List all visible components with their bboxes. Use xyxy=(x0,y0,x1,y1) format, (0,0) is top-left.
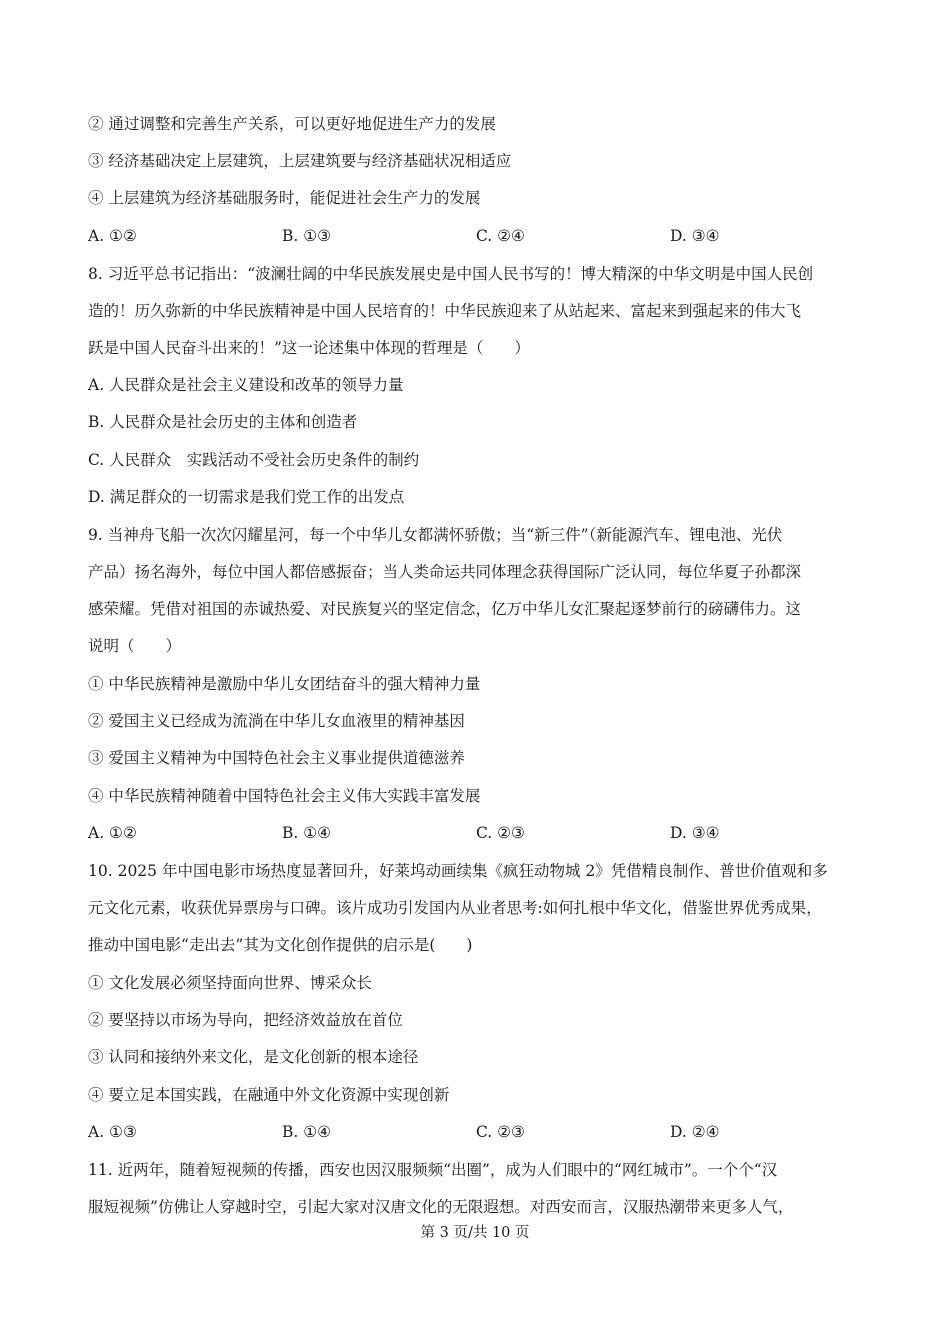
q10-statement-3: ③ 认同和接纳外来文化，是文化创新的根本途径 xyxy=(88,1048,419,1066)
q10-stem-line-1: 10. 2025 年中国电影市场热度显著回升，好莱坞动画续集《疯狂动物城 2》凭借精良制作、普世价值观和多 xyxy=(88,862,828,880)
q10-statement-4: ④ 要立足本国实践，在融通中外文化资源中实现创新 xyxy=(88,1086,450,1104)
q10-options xyxy=(88,1121,888,1143)
q7-statement-4: ④ 上层建筑为经济基础服务时，能促进社会生产力的发展 xyxy=(88,189,481,207)
q8-option-b: B. 人民群众是社会历史的主体和创造者 xyxy=(88,413,358,431)
q7-option-d: D. ③④ xyxy=(670,227,720,245)
q10-stem-line-2: 元文化元素，收获优异票房与口碑。该片成功引发国内从业者思考:如何扎根中华文化，借鉴世界优秀成果， xyxy=(88,899,822,917)
q7-option-c: C. ②④ xyxy=(476,227,525,245)
q10-option-b: B. ①④ xyxy=(282,1123,332,1141)
q9-option-d: D. ③④ xyxy=(670,824,720,842)
q8-option-d: D. 满足群众的一切需求是我们党工作的出发点 xyxy=(88,488,405,506)
page-number: 第 3 页/共 10 页 xyxy=(420,1225,530,1241)
q8-stem-line-1: 8. 习近平总书记指出：“波澜壮阔的中华民族发展史是中国人民书写的！博大精深的中华文明是中国人民创 xyxy=(88,265,814,283)
q9-statement-2: ② 爱国主义已经成为流淌在中华儿女血液里的精神基因 xyxy=(88,712,465,730)
q11-stem-line-2: 服短视频”仿佛让人穿越时空，引起大家对汉唐文化的无限遐想。对西安而言，汉服热潮带来更多人气， xyxy=(88,1198,794,1216)
q7-option-a: A. ①② xyxy=(88,227,137,245)
q10-statement-1: ① 文化发展必须坚持面向世界、博采众长 xyxy=(88,974,372,992)
q9-option-b: B. ①④ xyxy=(282,824,332,842)
q7-statement-2: ② 通过调整和完善生产关系，可以更好地促进生产力的发展 xyxy=(88,115,496,133)
q10-statement-2: ② 要坚持以市场为导向，把经济效益放在首位 xyxy=(88,1011,403,1029)
q9-statement-1: ① 中华民族精神是激励中华儿女团结奋斗的强大精神力量 xyxy=(88,675,481,693)
q9-option-c: C. ②③ xyxy=(476,824,525,842)
q11-stem-line-1: 11. 近两年，随着短视频的传播，西安也因汉服频频“出圈”，成为人们眼中的“网红城市”。一个个“汉 xyxy=(88,1161,778,1179)
q9-stem-line-1: 9. 当神舟飞船一次次闪耀星河，每一个中华儿女都满怀骄傲；当“新三件”（新能源汽车、锂电池、光伏 xyxy=(88,526,783,544)
q10-stem-line-3: 推动中国电影“走出去”其为文化创作提供的启示是( ) xyxy=(88,936,473,954)
q8-option-a: A. 人民群众是社会主义建设和改革的领导力量 xyxy=(88,376,404,394)
q7-options xyxy=(88,225,888,247)
q8-option-c: C. 人民群众 实践活动不受社会历史条件的制约 xyxy=(88,451,420,469)
q10-option-a: A. ①③ xyxy=(88,1123,137,1141)
q7-statement-3: ③ 经济基础决定上层建筑，上层建筑要与经济基础状况相适应 xyxy=(88,152,512,170)
q9-statement-4: ④ 中华民族精神随着中国特色社会主义伟大实践丰富发展 xyxy=(88,787,481,805)
q9-options xyxy=(88,822,888,844)
q7-option-b: B. ①③ xyxy=(282,227,332,245)
q9-option-a: A. ①② xyxy=(88,824,137,842)
q9-stem-line-2: 产品）扬名海外，每位中国人都倍感振奋；当人类命运共同体理念获得国际广泛认同，每位华夏子孙都深 xyxy=(88,563,802,581)
q9-stem-line-3: 感荣耀。凭借对祖国的赤诚热爱、对民族复兴的坚定信念，亿万中华儿女汇聚起逐梦前行的磅礴伟力。这 xyxy=(88,600,802,618)
q8-stem-line-3: 跃是中国人民奋斗出来的！”这一论述集中体现的哲理是（ ） xyxy=(88,339,530,357)
q9-statement-3: ③ 爱国主义精神为中国特色社会主义事业提供道德滋养 xyxy=(88,749,465,767)
q8-stem-line-2: 造的！历久弥新的中华民族精神是中国人民培育的！中华民族迎来了从站起来、富起来到强起来的伟大飞 xyxy=(88,302,802,320)
q10-option-c: C. ②③ xyxy=(476,1123,525,1141)
q9-stem-line-4: 说明（ ） xyxy=(88,637,182,655)
q10-option-d: D. ②④ xyxy=(670,1123,720,1141)
